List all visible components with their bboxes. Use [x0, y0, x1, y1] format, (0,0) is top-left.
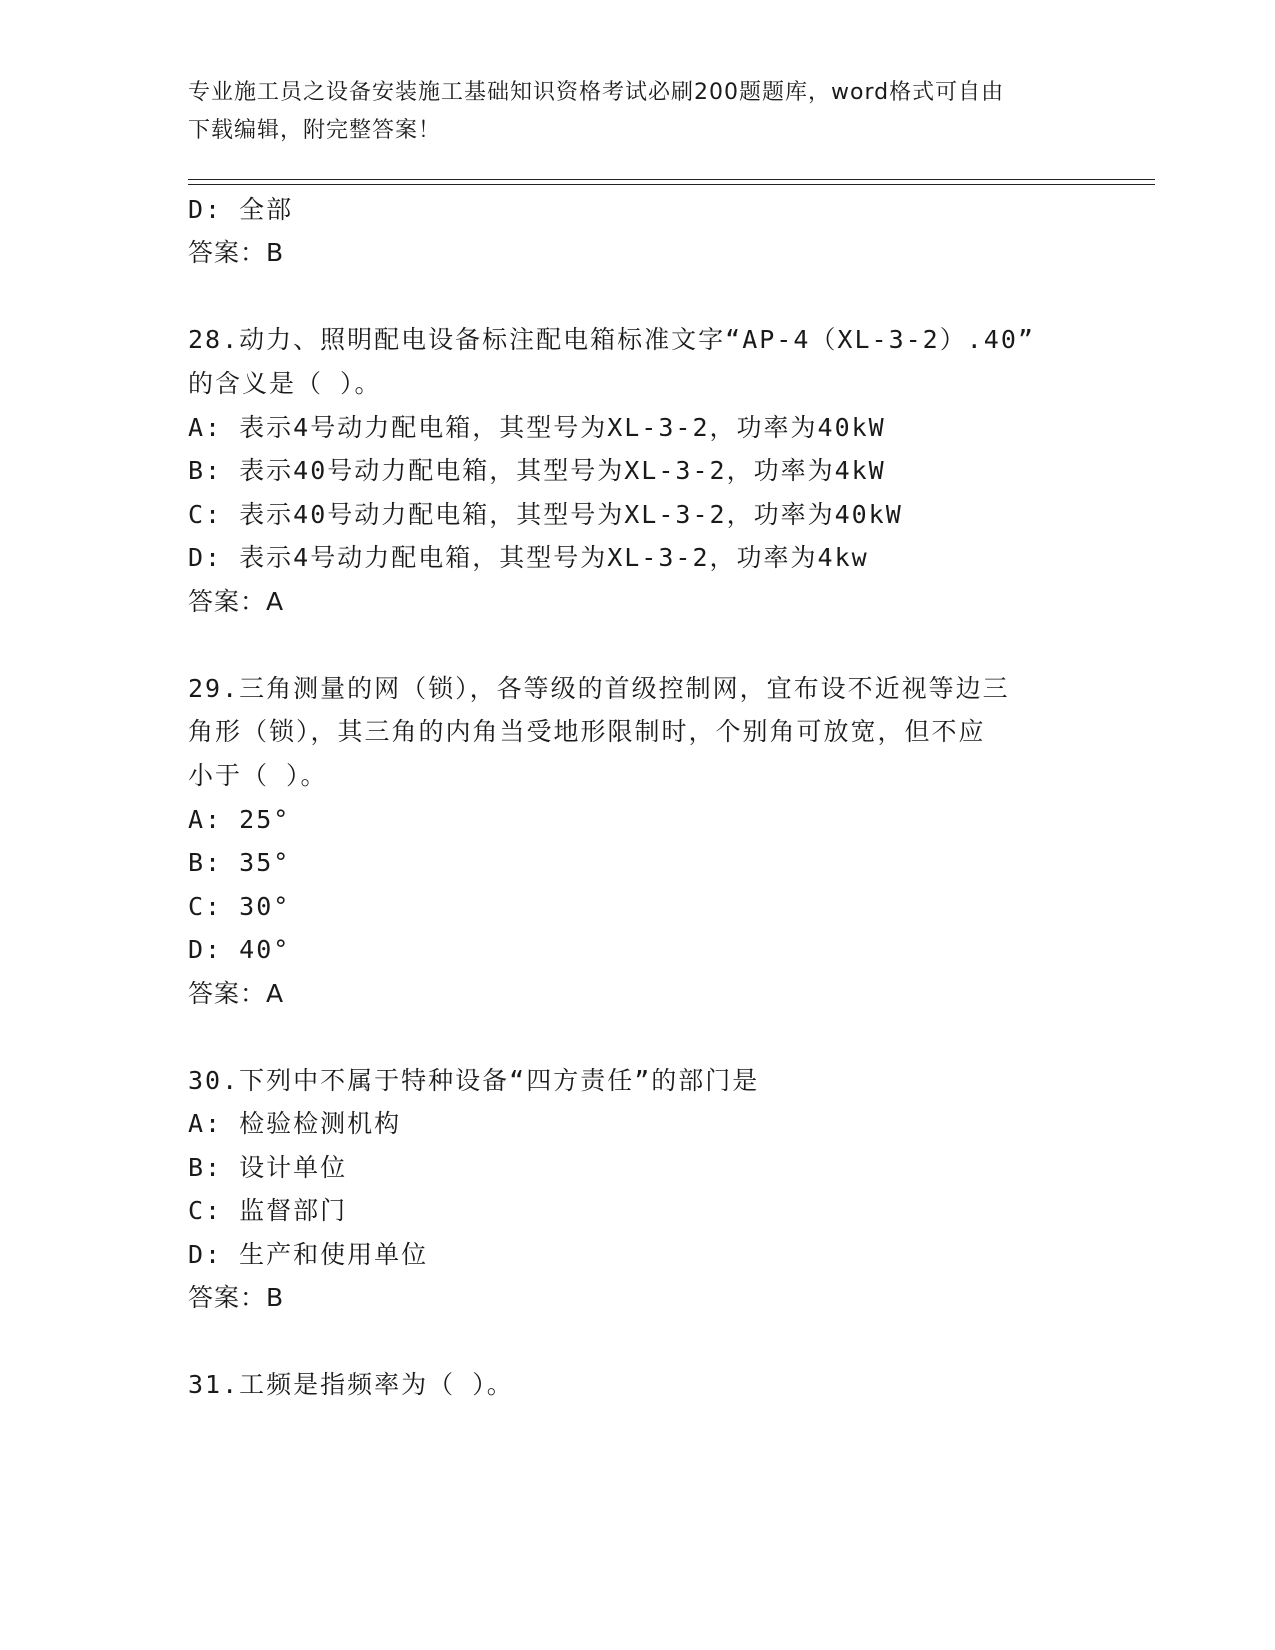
q29-option-a: A: 25°: [188, 805, 291, 834]
q30-option-d: D: 生产和使用单位: [188, 1240, 429, 1269]
prev-answer: 答案：B: [188, 238, 285, 267]
q30-option-b: B: 设计单位: [188, 1153, 348, 1182]
q29-stem-line2: 角形（锁），其三角的内角当受地形限制时，个别角可放宽，但不应: [188, 717, 986, 746]
header-title-line1: 专业施工员之设备安装施工基础知识资格考试必刷200题题库，word格式可自由: [188, 80, 1005, 105]
document-header: [188, 74, 1088, 150]
q28-option-b: B: 表示40号动力配电箱，其型号为XL-3-2，功率为4kW: [188, 456, 886, 485]
header-divider-bottom: [188, 184, 1155, 185]
q31-stem-line1: 31.工频是指频率为（ ）。: [188, 1370, 514, 1399]
q30-stem-line1: 30.下列中不属于特种设备“四方责任”的部门是: [188, 1066, 760, 1095]
q28-option-c: C: 表示40号动力配电箱，其型号为XL-3-2，功率为40kW: [188, 500, 903, 529]
q28-stem-line2: 的含义是（ ）。: [188, 369, 382, 398]
q28-option-d: D: 表示4号动力配电箱，其型号为XL-3-2，功率为4kw: [188, 543, 869, 572]
q29-stem-line1: 29.三角测量的网（锁），各等级的首级控制网，宜布设不近视等边三: [188, 674, 1010, 703]
q30-option-c: C: 监督部门: [188, 1196, 348, 1225]
header-title-line2: 下载编辑，附完整答案！: [188, 118, 442, 143]
q29-option-b: B: 35°: [188, 848, 291, 877]
q30-answer: 答案：B: [188, 1283, 285, 1312]
q29-option-d: D: 40°: [188, 935, 291, 964]
q29-stem-line3: 小于（ ）。: [188, 761, 328, 790]
q29-answer: 答案：A: [188, 979, 285, 1008]
q28-stem-line1: 28.动力、照明配电设备标注配电箱标准文字“AP-4（XL-3-2）.40”: [188, 325, 1035, 354]
q28-answer: 答案：A: [188, 587, 285, 616]
q28-option-a: A: 表示4号动力配电箱，其型号为XL-3-2，功率为40kW: [188, 413, 886, 442]
prev-option-d: D: 全部: [188, 195, 294, 224]
q29-option-c: C: 30°: [188, 892, 291, 921]
q30-option-a: A: 检验检测机构: [188, 1109, 402, 1138]
header-divider-top: [188, 179, 1155, 180]
